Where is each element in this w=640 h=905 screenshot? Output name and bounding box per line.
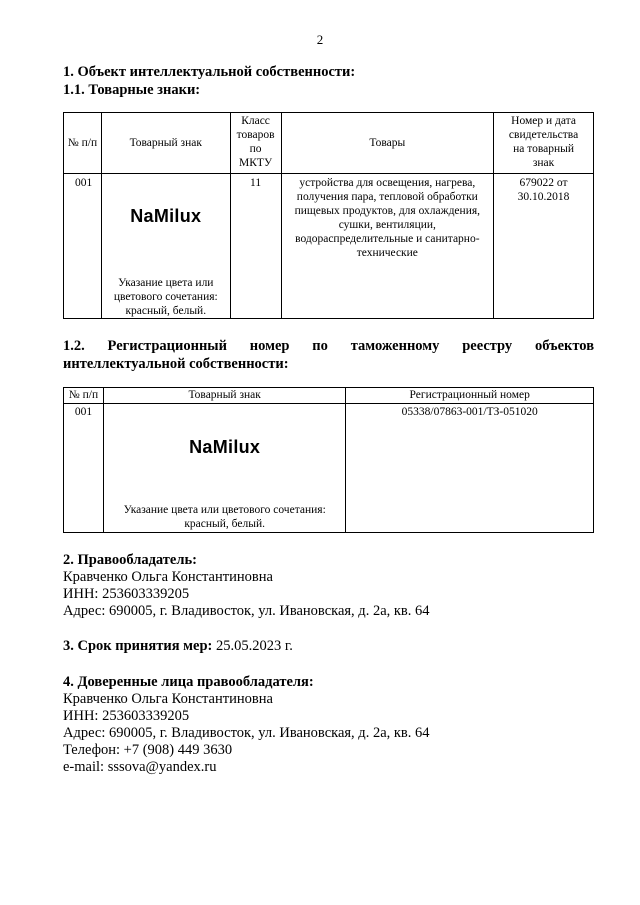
- customs-registry-table: [63, 387, 594, 533]
- col-header-class: [230, 113, 281, 174]
- header-line: Класс: [241, 115, 270, 127]
- row-reg-number: 05338/07863-001/ТЗ-051020: [346, 404, 594, 533]
- owner-inn: ИНН: 253603339205: [63, 586, 190, 602]
- heading-word: таможенному: [350, 338, 440, 354]
- header-line: МКТУ: [239, 157, 273, 169]
- color-note-line: красный, белый.: [184, 518, 265, 530]
- goods-line: технические: [356, 247, 418, 259]
- section-1-1-subtitle: 1.1. Товарные знаки:: [63, 82, 201, 98]
- col-header-num: № п/п: [64, 388, 104, 404]
- heading-word: 1.2.: [63, 338, 85, 354]
- trademarks-table: [63, 112, 594, 319]
- color-note-line: красный, белый.: [125, 305, 207, 317]
- color-note-line: цветового сочетания:: [113, 291, 218, 303]
- mark-cell: [103, 404, 345, 533]
- table-row: [64, 174, 594, 319]
- namilux-logo: NaMilux: [130, 206, 202, 226]
- header-line: знак: [532, 157, 555, 169]
- table-header-row: [64, 388, 594, 404]
- header-line: на товарный: [513, 143, 575, 155]
- goods-line: водораспределительные и санитарно-: [295, 233, 480, 245]
- color-note-line: Указание цвета или: [118, 277, 214, 289]
- col-header-num: № п/п: [64, 113, 102, 174]
- row-cert: [494, 174, 594, 319]
- color-note-line: Указание цвета или цветового сочетания:: [123, 504, 326, 516]
- col-header-goods: Товары: [281, 113, 494, 174]
- col-header-mark: Товарный знак: [103, 388, 345, 404]
- section-4-title: 4. Доверенные лица правообладателя:: [63, 674, 314, 690]
- col-header-cert: [494, 113, 594, 174]
- color-note: [102, 276, 230, 318]
- namilux-logo: NaMilux: [189, 437, 261, 457]
- section-1-2-title-line1: [63, 337, 594, 355]
- header-line: Номер и дата: [511, 115, 576, 127]
- section-1-2-title-line2: интеллектуальной собственности:: [63, 356, 289, 372]
- row-class: 11: [230, 174, 281, 319]
- heading-word: по: [312, 338, 328, 354]
- row-num: 001: [64, 174, 102, 319]
- heading-word: реестру: [462, 338, 513, 354]
- header-line: свидетельства: [508, 129, 579, 141]
- cert-line: 679022 от: [519, 177, 568, 189]
- trustee-name: Кравченко Ольга Константиновна: [63, 691, 273, 707]
- trustee-inn: ИНН: 253603339205: [63, 708, 190, 724]
- color-note: [104, 503, 345, 531]
- heading-word: объектов: [534, 338, 595, 354]
- section-1-title: 1. Объект интеллектуальной собственности:: [63, 64, 356, 80]
- row-goods: [281, 174, 494, 319]
- col-header-mark: Товарный знак: [101, 113, 230, 174]
- goods-line: устройства для освещения, нагрева,: [299, 177, 476, 189]
- trustee-address: Адрес: 690005, г. Владивосток, ул. Ивановская, д. 2а, кв. 64: [63, 725, 430, 741]
- table-row: [64, 404, 594, 533]
- col-header-reg: Регистрационный номер: [346, 388, 594, 404]
- trustee-phone: Телефон: +7 (908) 449 3630: [63, 742, 233, 758]
- section-3-line: [63, 638, 293, 655]
- owner-address: Адрес: 690005, г. Владивосток, ул. Ивановская, д. 2а, кв. 64: [63, 603, 430, 619]
- heading-word: номер: [249, 338, 290, 354]
- section-2-title: 2. Правообладатель:: [63, 552, 197, 568]
- trustee-email[interactable]: e-mail: sssova@yandex.ru: [63, 759, 217, 775]
- cert-line: 30.10.2018: [517, 191, 570, 203]
- goods-line: сушки, вентиляции,: [338, 219, 436, 231]
- goods-line: пищевых продуктов, для охлаждения,: [294, 205, 481, 217]
- section-3-value: 25.05.2023 г.: [216, 638, 293, 654]
- page-number: 2: [316, 32, 324, 47]
- heading-word: Регистрационный: [107, 338, 227, 354]
- mark-cell: [101, 174, 230, 319]
- owner-name: Кравченко Ольга Константиновна: [63, 569, 273, 585]
- table-header-row: [64, 113, 594, 174]
- header-line: товаров: [236, 129, 275, 141]
- goods-line: получения пара, тепловой обработки: [296, 191, 478, 203]
- section-3-label: 3. Срок принятия мер:: [63, 638, 213, 654]
- header-line: по: [249, 143, 262, 155]
- row-num: 001: [64, 404, 104, 533]
